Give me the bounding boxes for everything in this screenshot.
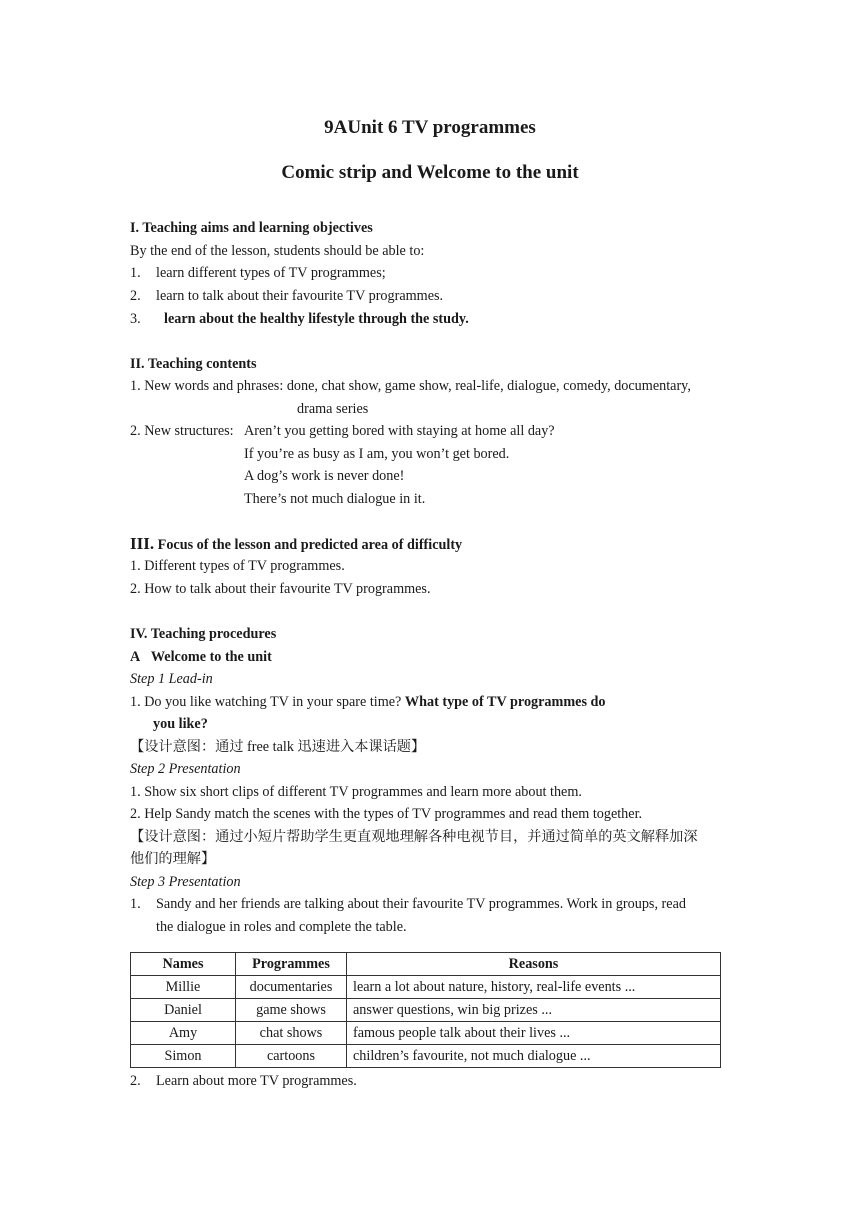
new-words-line: 1. New words and phrases: done, chat show, game show, real-life, dialogue, comedy, documentary, — [130, 378, 691, 394]
table-header: Programmes — [236, 953, 347, 976]
programmes-table — [130, 952, 721, 1068]
aim-item-2 — [130, 286, 443, 306]
table-cell-reason: answer questions, win big prizes ... — [347, 999, 721, 1022]
section-1-intro: By the end of the lesson, students should be able to: — [130, 243, 425, 259]
step-1-question-text: 1. Do you like watching TV in your spare time? — [130, 694, 405, 710]
aim-item-number: 3. — [130, 311, 141, 327]
aim-item-number: 1. — [130, 265, 141, 281]
section-1-heading: I. Teaching aims and learning objectives — [130, 220, 373, 236]
design-note-1: 【设计意图：通过 free talk 迅速进入本课话题】 — [130, 739, 426, 755]
step-3-item-1 — [130, 894, 686, 914]
step-2-heading: Step 2 Presentation — [130, 761, 241, 777]
design-note-2-cont: 他们的理解】 — [130, 851, 216, 867]
table-cell-reason: learn a lot about nature, history, real-life events ... — [347, 976, 721, 999]
step-2-item-1: 1. Show six short clips of different TV programmes and learn more about them. — [130, 784, 582, 800]
table-header: Names — [131, 953, 236, 976]
aim-item-text: learn about the healthy lifestyle through the study. — [164, 311, 469, 327]
step-1-question-bold: What type of TV programmes do — [404, 694, 606, 710]
table-cell-name: Simon — [131, 1045, 236, 1068]
table-row — [131, 999, 721, 1022]
step-3-item-text: Sandy and her friends are talking about their favourite TV programmes. Work in groups, read — [156, 896, 686, 912]
table-cell-reason: famous people talk about their lives ... — [347, 1022, 721, 1045]
table-cell-programme: game shows — [236, 999, 347, 1022]
aim-item-text: learn to talk about their favourite TV programmes. — [156, 288, 444, 304]
structure-item: Aren’t you getting bored with staying at home all day? — [244, 423, 555, 439]
document-title: 9AUnit 6 TV programmes — [324, 117, 536, 138]
table-cell-programme: documentaries — [236, 976, 347, 999]
step-1-heading: Step 1 Lead-in — [130, 671, 213, 687]
table-header: Reasons — [347, 953, 721, 976]
step-3-heading: Step 3 Presentation — [130, 874, 241, 890]
step-1-question — [130, 692, 606, 712]
aim-item-3 — [130, 309, 469, 329]
table-cell-reason: children’s favourite, not much dialogue ... — [347, 1045, 721, 1068]
table-cell-name: Amy — [131, 1022, 236, 1045]
table-cell-programme: chat shows — [236, 1022, 347, 1045]
document-subtitle: Comic strip and Welcome to the unit — [281, 162, 579, 183]
step-3-item-number: 1. — [130, 896, 141, 912]
table-cell-programme: cartoons — [236, 1045, 347, 1068]
aim-item-number: 2. — [130, 288, 141, 304]
table-row — [131, 1022, 721, 1045]
table-cell-name: Millie — [131, 976, 236, 999]
design-note-2: 【设计意图：通过小短片帮助学生更直观地理解各种电视节目，并通过简单的英文解释加深 — [130, 829, 698, 845]
focus-item-1: 1. Different types of TV programmes. — [130, 558, 345, 574]
focus-item-2: 2. How to talk about their favourite TV programmes. — [130, 581, 431, 597]
structure-item: If you’re as busy as I am, you won’t get bored. — [244, 446, 510, 462]
step-2-item-2: 2. Help Sandy match the scenes with the types of TV programmes and read them together. — [130, 806, 643, 822]
structures-label: 2. New structures: — [130, 423, 234, 439]
step-3-item-number: 2. — [130, 1073, 141, 1089]
section-2-heading: II. Teaching contents — [130, 356, 257, 372]
section-3-numeral: III. — [130, 534, 155, 553]
part-a-heading: A Welcome to the unit — [130, 649, 272, 665]
aim-item-text: learn different types of TV programmes; — [156, 265, 386, 281]
step-3-item-1-cont: the dialogue in roles and complete the table. — [156, 919, 407, 935]
step-1-question-cont: you like? — [153, 716, 208, 732]
table-cell-name: Daniel — [131, 999, 236, 1022]
section-4-heading: IV. Teaching procedures — [130, 626, 277, 642]
structure-item: There’s not much dialogue in it. — [244, 491, 426, 507]
step-3-item-2 — [130, 1071, 357, 1091]
aim-item-1 — [130, 263, 386, 283]
section-3-title: Focus of the lesson and predicted area of difficulty — [157, 537, 463, 553]
section-3-heading — [130, 534, 462, 555]
step-3-item-text: Learn about more TV programmes. — [156, 1073, 357, 1089]
table-header-row — [131, 953, 721, 976]
table-row — [131, 1045, 721, 1068]
new-words-line-cont: drama series — [297, 401, 369, 417]
structure-item: A dog’s work is never done! — [244, 468, 405, 484]
table-row — [131, 976, 721, 999]
